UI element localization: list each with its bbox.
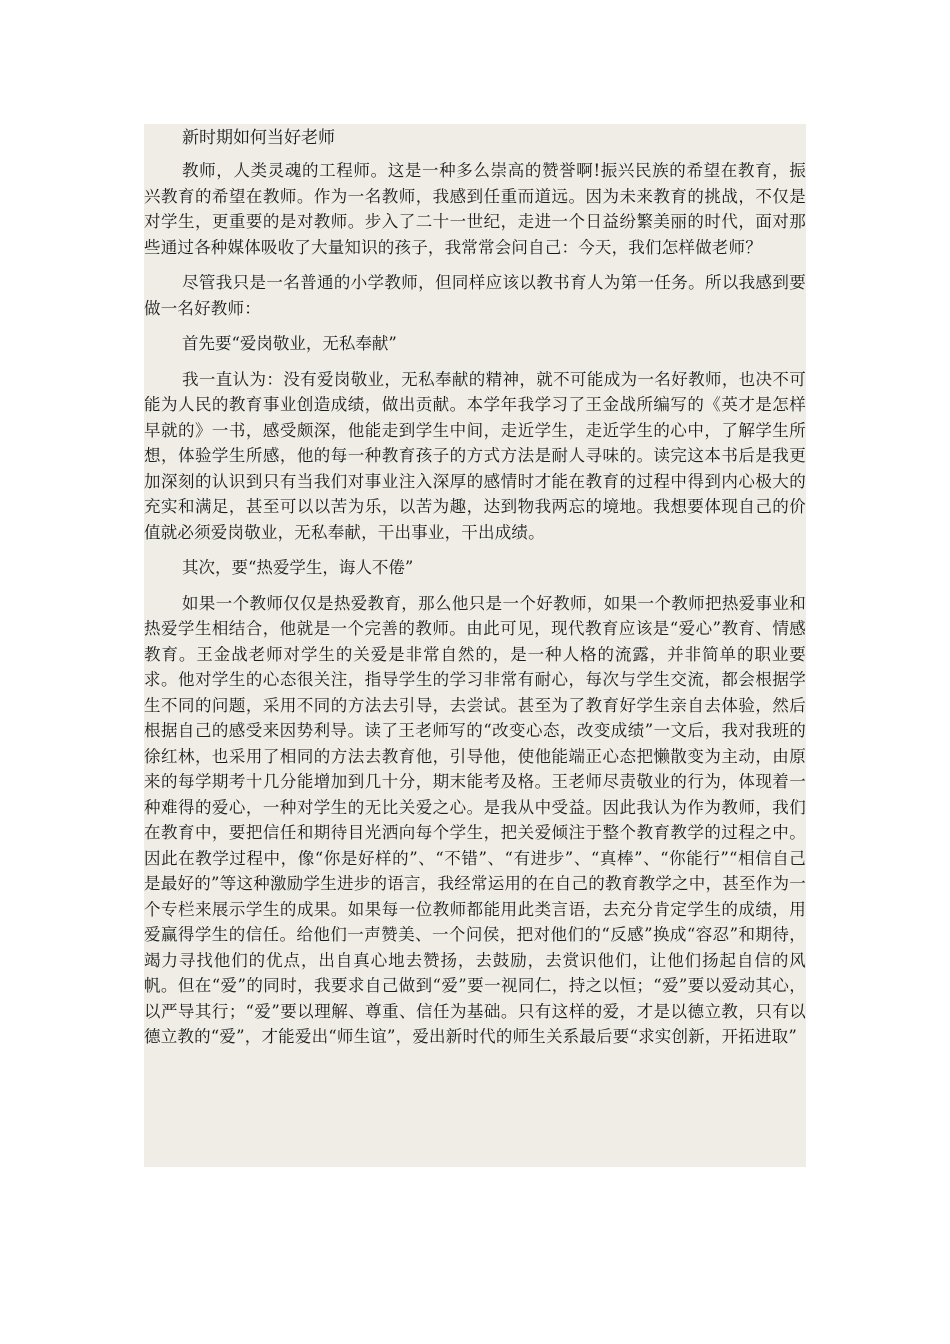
paragraph-dedication: 我一直认为：没有爱岗敬业，无私奉献的精神，就不可能成为一名好教师，也决不可能为人民的教育事业创造成绩，做出贡献。本学年我学习了王金战所编写的《英才是怎样早就的》一书，感受颇深，他能走到学生中间，走近学生，走近学生的心中，了解学生所想，体验学生所感，他的每一种教育孩子的方式方法是耐人寻味的。读完这本书后是我更加深刻的认识到只有当我们对事业注入深厚的感情时才能在教育的过程中得到内心极大的充实和满足，甚至可以以苦为乐，以苦为趣，达到物我两忘的境地。我想要体现自己的价值就必须爱岗敬业，无私奉献，干出事业，干出成绩。 [144, 369, 806, 542]
paragraph-love-students: 如果一个教师仅仅是热爱教育，那么他只是一个好教师，如果一个教师把热爱事业和热爱学生相结合，他就是一个完善的教师。由此可见，现代教育应该是“爱心”教育、情感教育。王金战老师对学生的关爱是非常自然的，是一种人格的流露，并非简单的职业要求。他对学生的心态很关注，指导学生的学习非常有耐心，每次与学生交流，都会根据学生不同的问题，采用不同的方法去引导，去尝试。甚至为了教育好学生亲自去体验，然后根据自己的感受来因势利导。读了王老师写的“改变心态，改变成绩”一文后，我对我班的徐红林，也采用了相同的方法去教育他，引导他，使他能端正心态把懒散变为主动，由原来的每学期考十几分能增加到几十分，期末能考及格。王老师尽责敬业的行为，体现着一种难得的爱心，一种对学生的无比关爱之心。是我从中受益。因此我认为作为教师，我们在教育中，要把信任和期待目光洒向每个学生，把关爱倾注于整个教育教学的过程之中。因此在教学过程中，像“你是好样的”、“不错”、“有进步”、“真棒”、“你能行”“相信自己是最好的”等这种激励学生进步的语言，我经常运用的在自己的教育教学之中，甚至作为一个专栏来展示学生的成果。如果每一位教师都能用此类言语，去充分肯定学生的成绩，用爱赢得学生的信任。给他们一声赞美、一个问侯，把对他们的“反感”换成“容忍”和期待，竭力寻找他们的优点，出自真心地去赞扬，去鼓励，去赏识他们，让他们扬起自信的风帆。但在“爱”的同时，我要求自己做到“爱”要一视同仁，持之以恒；“爱”要以爱动其心，以严导其行；“爱”要以理解、尊重、信任为基础。只有这样的爱，才是以德立教，只有以德立教的“爱”，才能爱出“师生谊”，爱出新时代的师生关系最后要“求实创新，开拓进取” [144, 593, 806, 1046]
section-heading-first: 首先要“爱岗敬业，无私奉献” [182, 334, 397, 353]
paragraph-task: 尽管我只是一名普通的小学教师，但同样应该以教书育人为第一任务。所以我感到要做一名好教师： [144, 273, 806, 318]
section-heading-second: 其次，要“热爱学生，诲人不倦” [182, 558, 414, 577]
document-title: 新时期如何当好老师 [182, 128, 335, 148]
document-page [144, 124, 806, 1167]
paragraph-intro: 教师，人类灵魂的工程师。这是一种多么崇高的赞誉啊!振兴民族的希望在教育，振兴教育的希望在教师。作为一名教师，我感到任重而道远。因为未来教育的挑战，不仅是对学生，更重要的是对教师。步入了二十一世纪，走进一个日益纷繁美丽的时代，面对那些通过各种媒体吸收了大量知识的孩子，我常常会问自己：今天，我们怎样做老师？ [144, 161, 806, 257]
